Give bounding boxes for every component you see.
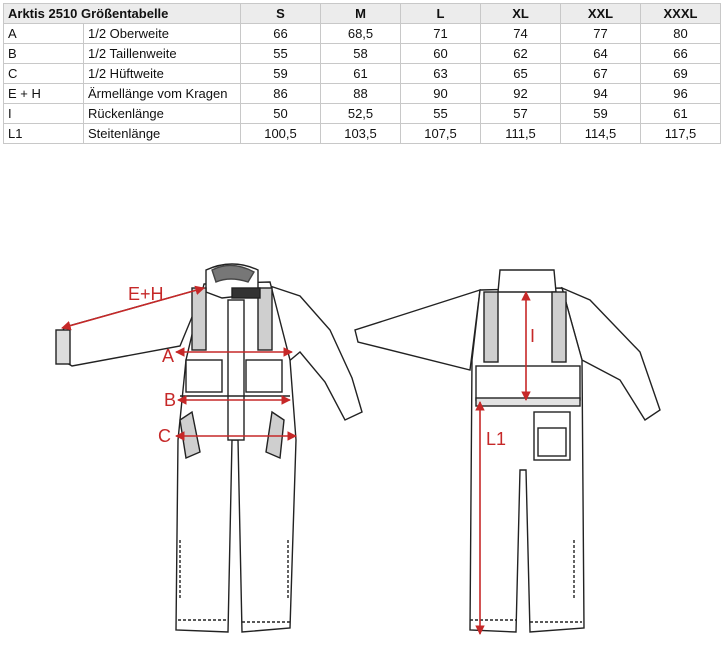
- back-collar: [498, 270, 556, 292]
- size-value: 80: [641, 24, 721, 44]
- size-value: 61: [641, 104, 721, 124]
- table-title: Arktis 2510 Größentabelle: [4, 4, 241, 24]
- size-value: 61: [321, 64, 401, 84]
- measure-code: E + H: [4, 84, 84, 104]
- size-header: XXXL: [641, 4, 721, 24]
- label-eh: E+H: [128, 284, 164, 304]
- size-value: 88: [321, 84, 401, 104]
- size-header: XXL: [561, 4, 641, 24]
- size-value: 94: [561, 84, 641, 104]
- size-value: 59: [561, 104, 641, 124]
- size-value: 65: [481, 64, 561, 84]
- size-value: 107,5: [401, 124, 481, 144]
- size-value: 74: [481, 24, 561, 44]
- size-header: L: [401, 4, 481, 24]
- size-value: 68,5: [321, 24, 401, 44]
- size-value: 69: [641, 64, 721, 84]
- measure-label: Steitenlänge: [84, 124, 241, 144]
- size-header: S: [241, 4, 321, 24]
- back-left-sleeve: [355, 290, 480, 370]
- label-a: A: [162, 346, 175, 366]
- size-value: 71: [401, 24, 481, 44]
- size-value: 77: [561, 24, 641, 44]
- size-header: XL: [481, 4, 561, 24]
- front-coverall: [56, 264, 362, 632]
- size-value: 96: [641, 84, 721, 104]
- size-value: 59: [241, 64, 321, 84]
- size-value: 66: [241, 24, 321, 44]
- size-value: 62: [481, 44, 561, 64]
- label-i: I: [530, 326, 536, 346]
- size-value: 86: [241, 84, 321, 104]
- size-value: 111,5: [481, 124, 561, 144]
- size-value: 58: [321, 44, 401, 64]
- size-value: 114,5: [561, 124, 641, 144]
- measure-label: Rückenlänge: [84, 104, 241, 124]
- measure-label: 1/2 Taillenweite: [84, 44, 241, 64]
- measure-label: Ärmellänge vom Kragen: [84, 84, 241, 104]
- measure-label: 1/2 Hüftweite: [84, 64, 241, 84]
- measure-code: C: [4, 64, 84, 84]
- size-value: 50: [241, 104, 321, 124]
- size-value: 117,5: [641, 124, 721, 144]
- label-c: C: [158, 426, 171, 446]
- size-value: 90: [401, 84, 481, 104]
- measure-code: I: [4, 104, 84, 124]
- size-value: 52,5: [321, 104, 401, 124]
- measure-code: L1: [4, 124, 84, 144]
- size-value: 55: [241, 44, 321, 64]
- size-value: 55: [401, 104, 481, 124]
- size-value: 60: [401, 44, 481, 64]
- size-value: 100,5: [241, 124, 321, 144]
- size-value: 92: [481, 84, 561, 104]
- measure-code: B: [4, 44, 84, 64]
- size-value: 57: [481, 104, 561, 124]
- back-coverall: [355, 270, 660, 632]
- label-b: B: [164, 390, 177, 410]
- size-value: 103,5: [321, 124, 401, 144]
- size-header: M: [321, 4, 401, 24]
- label-l1: L1: [486, 429, 507, 449]
- size-value: 66: [641, 44, 721, 64]
- measure-code: A: [4, 24, 84, 44]
- measure-label: 1/2 Oberweite: [84, 24, 241, 44]
- size-value: 67: [561, 64, 641, 84]
- size-value: 63: [401, 64, 481, 84]
- size-value: 64: [561, 44, 641, 64]
